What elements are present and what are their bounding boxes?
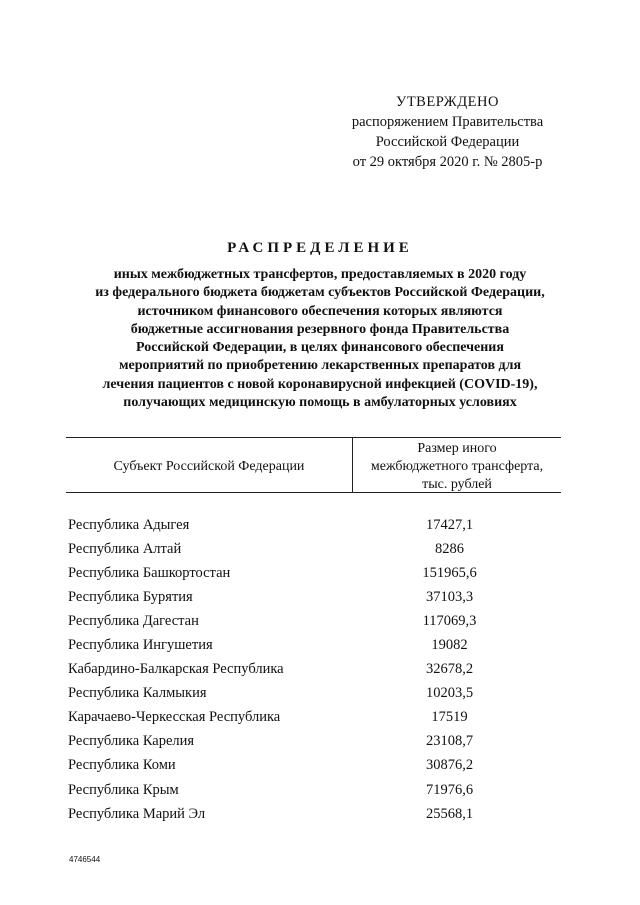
distribution-table [66,437,561,826]
header-subject: Субъект Российской Федерации [66,438,353,492]
approval-heading: УТВЕРЖДЕНО [396,94,499,110]
subject-name: Республика Крым [68,781,179,798]
transfer-amount: 30876,2 [425,757,474,774]
approval-line: Российской Федерации [375,134,520,150]
table-row [66,658,561,682]
table-body [66,513,561,826]
subject-name: Республика Коми [68,757,176,774]
transfer-amount: 117069,3 [422,612,477,629]
table-row [66,802,561,826]
subtitle-line: из федерального бюджета бюджетам субъектов Российской Федерации, [95,285,545,301]
approval-stamp [330,92,565,172]
table-row [66,585,561,609]
document-title: РАСПРЕДЕЛЕНИЕ [227,240,413,256]
transfer-amount: 37103,3 [425,588,474,605]
subtitle-line: получающих медицинскую помощь в амбулаторных условиях [123,395,517,411]
subject-name: Карачаево-Черкесская Республика [68,709,281,726]
subtitle-line: иных межбюджетных трансфертов, предоставляемых в 2020 году [113,267,527,282]
subject-name: Республика Дагестан [68,612,199,629]
subject-name: Кабардино-Балкарская Республика [68,661,284,678]
header-amount-line: Размер иного [417,441,497,456]
table-header [66,437,561,493]
transfer-amount: 8286 [435,540,464,557]
header-amount [353,438,561,492]
subtitle-line: лечения пациентов с новой коронавирусной инфекцией (COVID-19), [102,376,538,392]
table-row [66,730,561,754]
header-amount-line: тыс. рублей [422,477,492,492]
transfer-amount: 23108,7 [425,733,474,750]
transfer-amount: 10203,5 [425,685,474,702]
subject-name: Республика Марий Эл [68,805,206,822]
table-row [66,561,561,585]
transfer-amount: 32678,2 [425,661,474,678]
approval-line: распоряжением Правительства [351,114,544,130]
subtitle-line: Российской Федерации, в целях финансового обеспечения [136,340,504,356]
subject-name: Республика Бурятия [68,588,193,605]
document-subtitle [60,266,580,412]
header-amount-line: межбюджетного трансферта, [370,459,544,474]
subtitle-line: источником финансового обеспечения которых являются [137,303,503,319]
table-row [66,778,561,802]
transfer-amount: 17519 [431,709,468,726]
table-row [66,682,561,706]
subject-name: Республика Ингушетия [68,637,213,654]
transfer-amount: 151965,6 [422,564,477,581]
subject-name: Республика Калмыкия [68,685,207,702]
document-code: 4746544 [69,855,101,864]
subtitle-line: бюджетные ассигнования резервного фонда Правительства [130,321,510,337]
table-row [66,633,561,657]
subject-name: Республика Карелия [68,733,195,750]
subject-name: Республика Адыгея [68,516,190,533]
transfer-amount: 25568,1 [425,805,474,822]
table-row [66,513,561,537]
subtitle-line: мероприятий по приобретению лекарственных препаратов для [118,358,522,374]
transfer-amount: 17427,1 [425,516,474,533]
transfer-amount: 19082 [431,637,468,654]
subject-name: Республика Алтай [68,540,182,557]
table-row [66,706,561,730]
transfer-amount: 71976,6 [425,781,474,798]
table-row [66,537,561,561]
subject-name: Республика Башкортостан [68,564,231,581]
table-row [66,754,561,778]
table-row [66,609,561,633]
approval-date: от 29 октября 2020 г. № 2805-р [352,154,543,170]
